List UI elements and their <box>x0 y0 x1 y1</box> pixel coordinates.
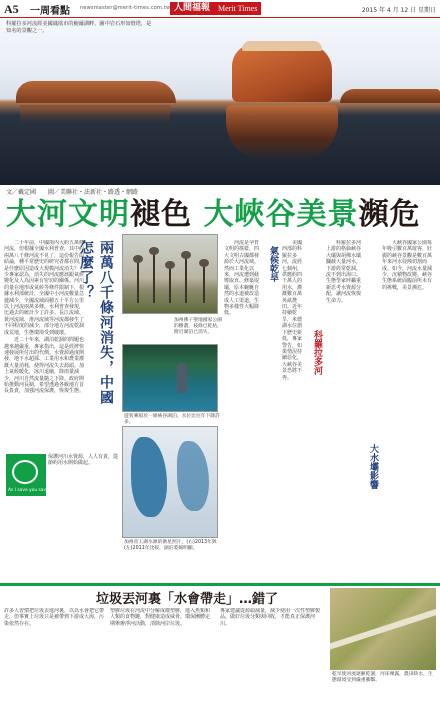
article-paragraph: 專家建議從源頭減量，減少使用一次性塑膠製品，做好垃圾分類與回收，才能真正保護河川。 <box>220 608 321 627</box>
headline-part-3: 大峽谷美景 <box>203 197 359 232</box>
main-headline <box>6 196 426 234</box>
conservation-caption: 保護河川水資源，人人有責，從節約用水開始做起。 <box>48 454 119 467</box>
article-paragraph: 美國西部的科羅拉多河，流經七個州，供應約四千萬人的用水，灌溉數百萬英畝農田。近年持續乾旱，米德湖水位創下歷史新低，專家警告，如果情況持續惡化，大峽谷美景恐將不再。 <box>282 240 303 381</box>
newspaper-logo: 人間福報 <box>170 2 214 15</box>
lake-shape <box>177 441 209 511</box>
headline-part-4: 瀕危 <box>358 197 421 232</box>
canyon-boat-photo <box>122 344 218 412</box>
bottom-column-1 <box>4 608 104 704</box>
article-paragraph: 科羅拉多河上游的格倫峽谷大壩與胡佛水壩攔截大量河水，下游經常乾涸，流不到出海口。生態學家呼籲重新思考水資源分配，讓河流恢復生命力。 <box>326 240 362 304</box>
article-body <box>4 240 436 580</box>
photo-caption: 加州佛子聖地國家公園的樹叢，枝條已乾枯，附近湖泊已消失。 <box>174 318 222 336</box>
tree-silhouette <box>203 263 205 303</box>
hero-rock <box>232 44 332 102</box>
subheadline: 氣候乾旱 <box>268 246 278 282</box>
newspaper-logo-en: Merit Times <box>214 2 261 15</box>
conservation-slogan: As I save you save <box>8 488 49 493</box>
hero-photo <box>0 19 440 185</box>
hero-ridge-left <box>16 81 176 103</box>
article-column-5 <box>224 240 262 570</box>
hands-icon <box>12 460 38 484</box>
page-number: A5 <box>4 2 19 16</box>
bottom-column-2 <box>110 608 214 704</box>
tree-silhouette <box>153 251 155 303</box>
tree-silhouette <box>169 265 171 303</box>
dry-river-photo <box>330 588 436 670</box>
photo-caption: 乾旱使河流逐漸乾涸，河床裸露，農田缺水，生態環境受到嚴重衝擊。 <box>332 672 433 684</box>
hero-reflection <box>226 105 338 161</box>
subheadline: 科羅拉多河 <box>312 330 322 375</box>
article-paragraph: 塑膠垃圾在河流中分解成微塑膠，進入魚類和人類的食物鏈，對健康造成威脅。環保團體定期舉辦淨河活動，清除河岸垃圾。 <box>110 608 211 627</box>
subheadline: 大水壩影響 <box>368 444 378 489</box>
section-title: 一周看點 <box>30 6 70 17</box>
bottom-headline: 垃圾丟河裏「水會帶走」…錯了 <box>96 592 279 607</box>
headline-part-1: 大河文明 <box>6 197 130 232</box>
lake-shape <box>131 437 167 517</box>
headline-part-2: 褪色 <box>130 197 192 232</box>
site-email: newsmaster@merit-times.com.tw <box>80 5 171 11</box>
section-divider <box>0 583 440 586</box>
article-paragraph: 二十年前，中國境內大約五萬條河流，但根據全國水利普查，其中約兩萬八千條河流不見了，這份報告的結論，種平常歷史的研究者都在問，是什麼原因造成大規模河流消失？不少專家認為，消失的河流應該跟氣候變化及人為因素有密切的關係。河川的量在地形或氣候等條件限制下，根據水利部統計，全國中小河流數量急遽減少，全國流域面積五十平方公里以上河流兩萬多條，水利普查發現，比過去的統計少了許多。長江流域、黃河流域、淮河流域等河流都發生了不同程度的減少，部分地方河流乾涸成荒地，生態環境受到破壞。 <box>4 240 84 336</box>
article-paragraph: 許多人習慣把垃圾丟進河裏，以為水會把它帶走，但事實上垃圾只是被帶到下游或大海，污染依然存在。 <box>4 608 104 627</box>
photo-caption: 遊客乘船於一條峽谷湖泊，水位比往年下降許多。 <box>124 414 220 426</box>
river-shape <box>330 603 436 652</box>
article-paragraph: 大峽谷國家公園每年吸引數百萬遊客，壯麗的峽谷景觀是數百萬年來河水侵蝕切割而成。如今，河流水量減少，沉積物改變，峽谷生態系統面臨前所未有的挑戰，美景瀕危。 <box>382 240 433 291</box>
article-column-6 <box>282 240 306 570</box>
dead-trees-photo <box>122 234 218 314</box>
article-column-7 <box>326 240 362 570</box>
hero-ridge-right <box>340 89 440 103</box>
masthead <box>0 0 440 18</box>
photo-caption: 加州帝王湖水源的衛星照片，(右)2013年與(左)2011年比較，湖泊萎縮明顯。 <box>124 540 217 552</box>
hero-caption: 科羅拉多河流經美國鳳凰市的鮑爾湖畔，圖中岩石形如燈塔，是知名的景觀之一。 <box>6 21 152 35</box>
article-column-1 <box>4 240 84 446</box>
hero-rock-cap <box>242 41 322 51</box>
hero-reflection-left <box>20 105 170 123</box>
boat-shape <box>177 363 187 393</box>
byline: 文／戴定國 圖／美聯社・法新社・路透・網路 <box>6 189 139 196</box>
article-column-8 <box>382 240 436 570</box>
issue-date: 2015 年 4 月 12 日 星期日 <box>361 7 436 14</box>
subheadline-vertical: 兩萬八千條河消失，中國怎麼了？ <box>78 240 114 405</box>
tree-silhouette <box>137 259 139 303</box>
bottom-column-3 <box>220 608 324 704</box>
tree-silhouette <box>185 255 187 303</box>
article-paragraph: 河流是孕育文明的搖籃，四大文明古國都發源於大河流域。然而工業化以來，河流遭到截彎取直、修築堤壩，原本蜿蜒自然的水道被改造成人工渠道，生物多樣性大幅降低。 <box>224 240 260 317</box>
satellite-photo <box>122 426 218 538</box>
conservation-graphic <box>6 454 49 496</box>
article-paragraph: 近二十年來，湖泊乾涸的問題也越來越嚴重，專家指出，這是經濟快速發展所付出的代價。水資源過度開發、地下水超採、工業用水和農業灌溉大量消耗，使得河流失去源頭。加上氣候暖化，冰川退縮，降雨量減少，河川自然流量隨之下降。政府開始推動河長制，希望透過各級地方首長負責，加強河流保護，恢復生態。 <box>4 337 84 395</box>
